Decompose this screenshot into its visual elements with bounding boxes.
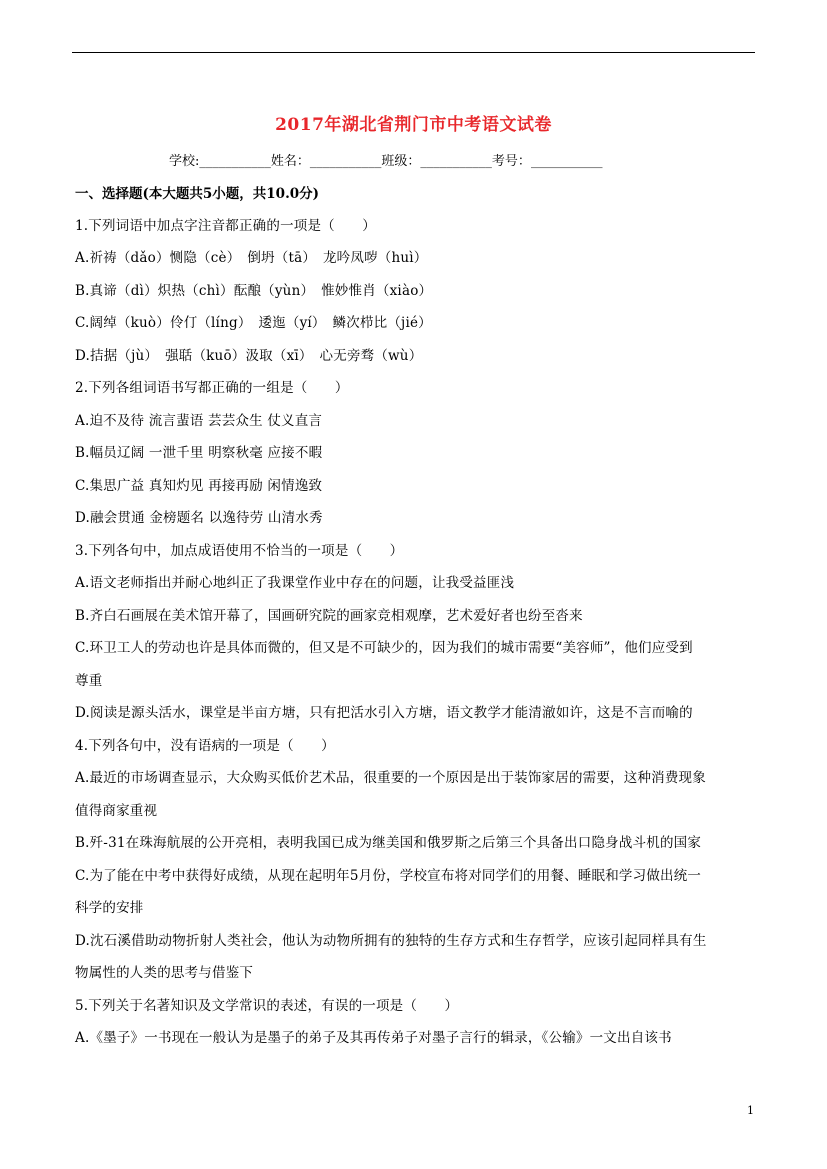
question-4-option-c-cont: 科学的安排 [75,900,144,916]
header-rule [72,52,755,53]
question-4-stem: 4.下列各句中，没有语病的一项是（ ） [75,738,335,754]
section-heading: 一、选择题(本大题共5小题，共10.0分) [75,186,320,202]
name-label: 姓名： [270,154,310,169]
question-2-option-d: D.融会贯通 金榜题名 以逸待劳 山清水秀 [75,510,323,526]
question-3-option-a: A.语文老师指出并耐心地纠正了我课堂作业中存在的问题，让我受益匪浅 [75,575,515,591]
school-label: 学校: [169,154,200,169]
question-4-option-a: A.最近的市场调查显示，大众购买低价艺术品，很重要的一个原因是出于装饰家居的需要，这种消费现象 [75,770,706,786]
question-1-option-c: C.阔绰（kuò）伶仃（líng） 逶迤（yí） 鳞次栉比（jié） [75,315,432,331]
question-4-option-d: D.沈石溪借助动物折射人类社会，他认为动物所拥有的独特的生存方式和生存哲学，应该引起同样具有生 [75,933,707,949]
question-5-option-a: A.《墨子》一书现在一般认为是墨子的弟子及其再传弟子对墨子言行的辑录，《公输》一文出自该书 [75,1030,672,1046]
question-3-option-b: B.齐白石画展在美术馆开幕了，国画研究院的画家竞相观摩，艺术爱好者也纷至沓来 [75,608,583,624]
class-blank: ___________ [420,154,492,169]
question-2-stem: 2.下列各组词语书写都正确的一组是（ ） [75,380,349,396]
question-5-stem: 5.下列关于名著知识及文学常识的表述，有误的一项是（ ） [75,998,459,1014]
question-4-option-d-cont: 物属性的人类的思考与借鉴下 [75,965,254,981]
page-title: 2017年湖北省荆门市中考语文试卷 [275,115,552,135]
question-1-option-d: D.拮据（jù） 强聒（kuō）汲取（xī） 心无旁骛（wù） [75,348,423,364]
question-2-option-c: C.集思广益 真知灼见 再接再励 闲情逸致 [75,478,323,494]
school-blank: ___________ [199,154,271,169]
class-label: 班级： [381,154,421,169]
question-3-stem: 3.下列各句中，加点成语使用不恰当的一项是（ ） [75,543,404,559]
question-3-option-c-cont: 尊重 [75,673,103,689]
question-1-stem: 1.下列词语中加点字注音都正确的一项是（ ） [75,218,376,234]
question-3-option-c: C.环卫工人的劳动也许是具体而微的，但又是不可缺少的，因为我们的城市需要“美容师”，他们应受到 [75,640,693,656]
question-4-option-a-cont: 值得商家重视 [75,803,158,819]
question-3-option-d: D.阅读是源头活水，课堂是半亩方塘，只有把活水引入方塘，语文教学才能清澈如许，这是不言而喻的 [75,705,693,721]
question-4-option-b: B.歼-31在珠海航展的公开亮相，表明我国已成为继美国和俄罗斯之后第三个具备出口隐身战斗机的国家 [75,835,702,851]
name-blank: ___________ [309,154,382,169]
question-1-option-b: B.真谛（dì）炽热（chì）酝酿（yùn） 惟妙惟肖（xiào） [75,283,433,299]
exam-no-blank: ___________ [530,154,603,169]
question-2-option-a: A.迫不及待 流言蜚语 芸芸众生 仗义直言 [75,413,323,429]
page-number: 1 [747,1104,754,1117]
student-info-line [169,150,602,169]
exam-no-label: 考号： [491,154,531,169]
question-1-option-a: A.祈祷（dǎo）恻隐（cè） 倒坍（tā） 龙吟凤哕（huì） [75,250,428,266]
question-4-option-c: C.为了能在中考中获得好成绩，从现在起明年5月份，学校宣布将对同学们的用餐、睡眠和学习做出统一 [75,868,702,884]
question-2-option-b: B.幅员辽阔 一泄千里 明察秋毫 应接不暇 [75,445,323,461]
